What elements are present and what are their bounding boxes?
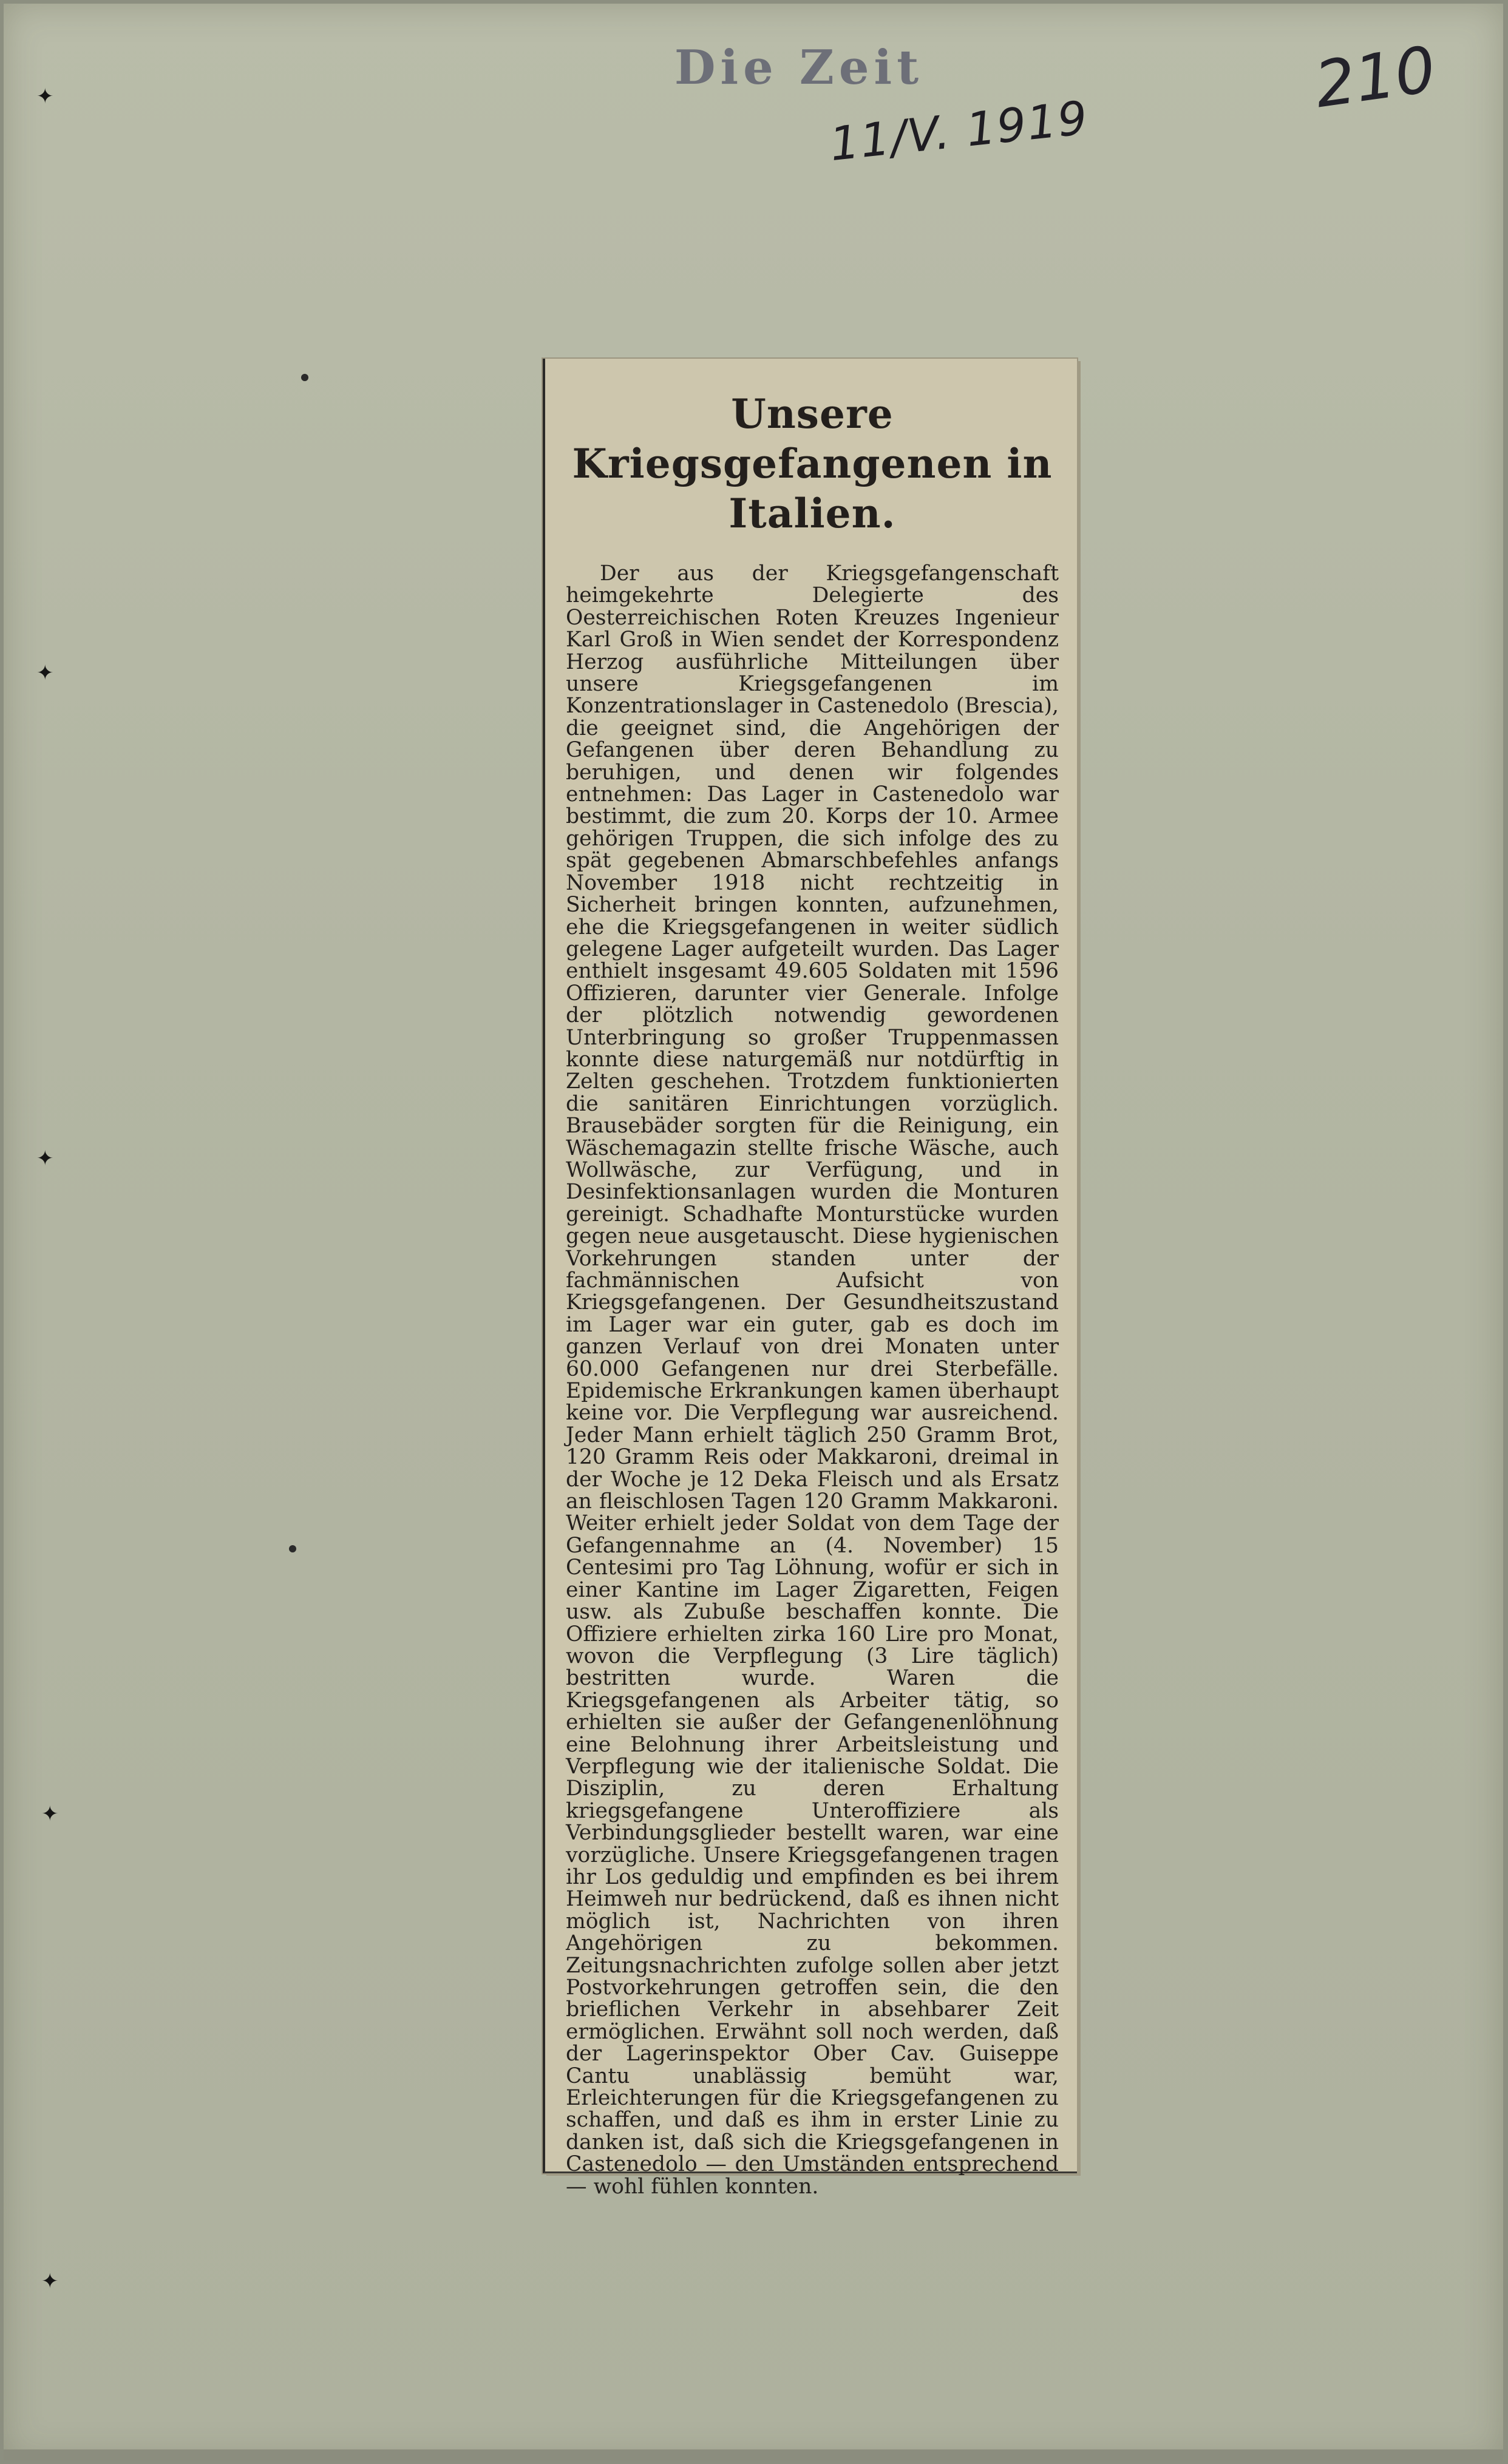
punch-hole-mark: ✦ [36, 661, 54, 685]
newspaper-clipping [543, 359, 1077, 2199]
punch-hole-mark: ✦ [36, 84, 54, 109]
article-headline: Unsere Kriegsgefangenen in Italien. [572, 390, 1053, 537]
folio-number: 210 [1310, 32, 1441, 123]
paper-spot [289, 1545, 296, 1552]
archive-sheet [4, 4, 1503, 2460]
punch-hole-mark: ✦ [41, 2269, 59, 2293]
paper-spot [301, 374, 308, 381]
punch-hole-mark: ✦ [36, 1146, 54, 1171]
punch-hole-mark: ✦ [41, 1802, 59, 1826]
article-body: Der aus der Kriegsgefangenschaft heimgekehrte Delegierte des Oesterreichischen Roten Kreuzes Ingenieur Karl Groß in Wien sendet der Korrespondenz Herzog ausführliche Mitteilungen über unsere Kriegsgefangenen im Konzentrationslager in Castenedolo (Brescia), die geeignet sind, die Angehörigen der Gefangenen über deren Behandlung zu beruhigen, und denen wir folgendes entnehmen: Das Lager in Castenedolo war bestimmt, die zum 20. Korps der 10. Armee gehörigen Truppen, die sich infolge des zu spät gegebenen Abmarschbefehles anfangs November 1918 nicht rechtzeitig in Sicherheit bringen konnten, aufzunehmen, ehe die Kriegsgefangenen in weiter südlich gelegene Lager aufgeteilt wurden. Das Lager enthielt insgesamt 49.605 Soldaten mit 1596 Offizieren, darunter vier Generale. Infolge der plötzlich notwendig gewordenen Unterbringung so großer Truppenmassen konnte diese naturgemäß nur notdürftig in Zelten geschehen. Trotzdem funktionierten die sanitären Einrichtungen vorzüglich. Brausebäder sorgten für die Reinigung, ein Wäschemagazin stellte frische Wäsche, auch Wollwäsche, zur Verfügung, und in Desinfektionsanlagen wurden die Monturen gereinigt. Schadhafte Monturstücke wurden gegen neue ausgetauscht. Diese hygienischen Vorkehrungen standen unter der fachmännischen Aufsicht von Kriegsgefangenen. Der Gesundheitszustand im Lager war ein guter, gab es doch im ganzen Verlauf von drei Monaten unter 60.000 Gefangenen nur drei Sterbefälle. Epidemische Erkrankungen kamen überhaupt keine vor. Die Verpflegung war ausreichend. Jeder Mann erhielt täglich 250 Gramm Brot, 120 Gramm Reis oder Makkaroni, dreimal in der Woche je 12 Deka Fleisch und als Ersatz an fleischlosen Tagen 120 Gramm Makkaroni. Weiter erhielt jeder Soldat von dem Tage der Gefangennahme an (4. November) 15 Centesimi pro Tag Löhnung, wofür er sich in einer Kantine im Lager Zigaretten, Feigen usw. als Zubuße beschaffen konnte. Die Offiziere erhielten zirka 160 Lire pro Monat, wovon die Verpflegung (3 Lire täglich) bestritten wurde. Waren die Kriegsgefangenen als Arbeiter tätig, so erhielten sie außer der Gefangenenlöhnung eine Belohnung ihrer Arbeitsleistung und Verpflegung wie der italienische Soldat. Die Disziplin, zu deren Erhaltung kriegsgefangene Unteroffiziere als Verbindungsglieder bestellt waren, war eine vorzügliche. Unsere Kriegsgefangenen tragen ihr Los geduldig und empfinden es bei ihrem Heimweh nur bedrückend, daß es ihnen nicht möglich ist, Nachrichten von ihren Angehörigen zu bekommen. Zeitungsnachrichten zufolge sollen aber jetzt Postvorkehrungen getroffen sein, die den brieflichen Verkehr in absehbarer Zeit ermöglichen. Erwähnt soll noch werden, daß der Lagerinspektor Ober Cav. Guiseppe Cantu unablässig bemüht war, Erleichterungen für die Kriegsgefangenen zu schaffen, und daß es ihm in erster Linie zu danken ist, daß sich die Kriegsgefangenen in Castenedolo — den Umständen entsprechend — wohl fühlen konnten. [566, 561, 1059, 2199]
handwritten-date: 11/V. 1919 [827, 90, 1091, 172]
newspaper-name-stamp: Die Zeit [674, 40, 924, 95]
